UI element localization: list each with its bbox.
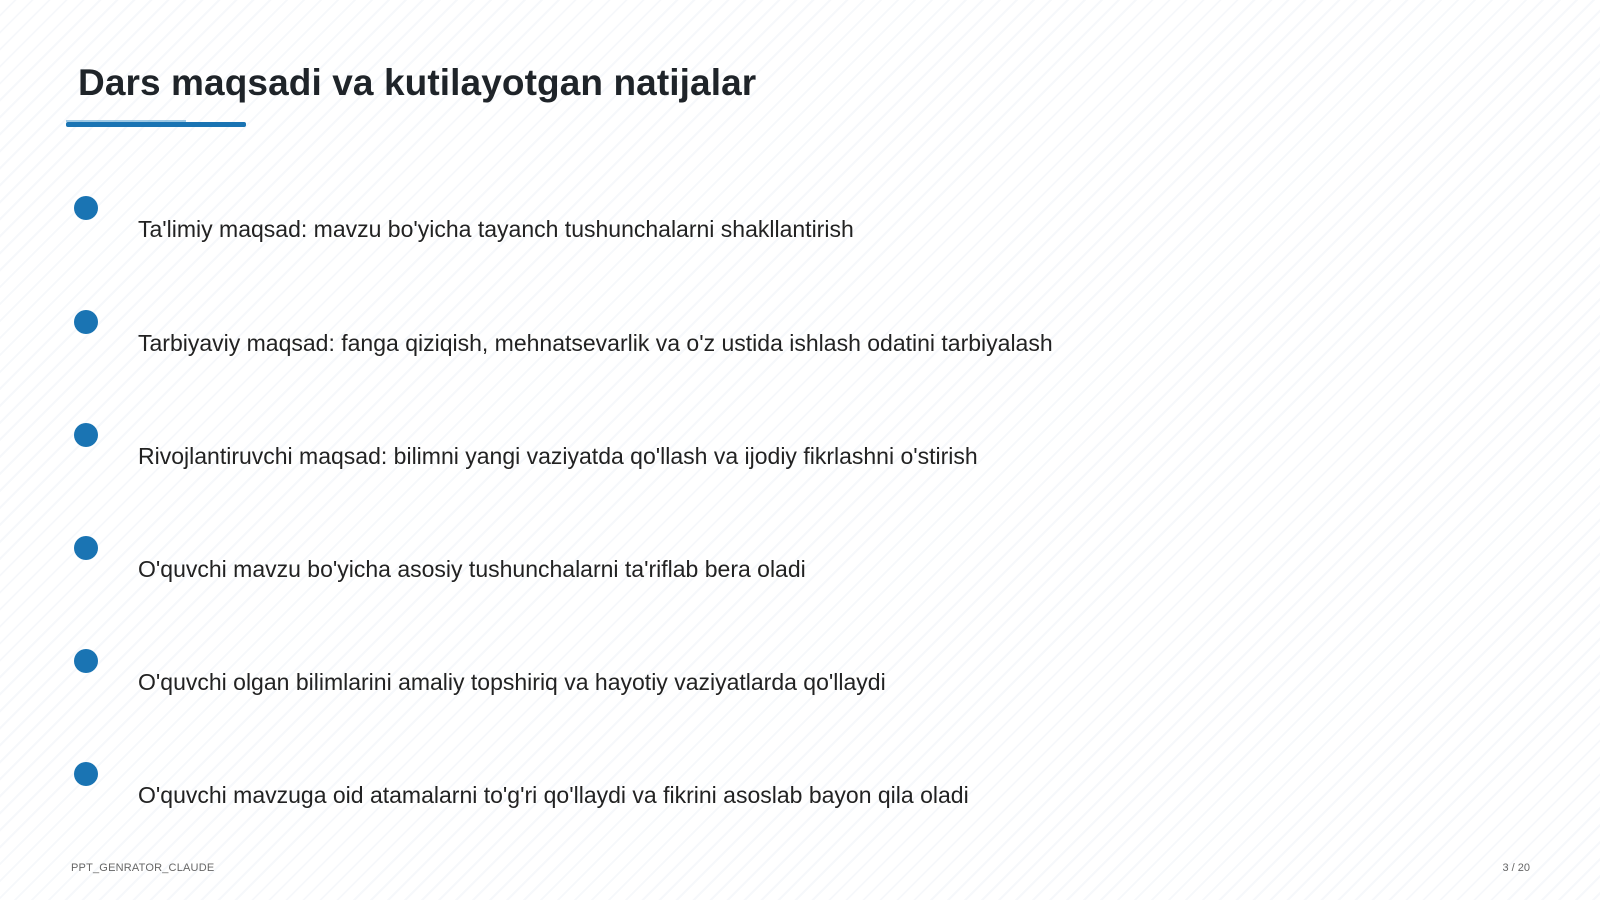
bullet-dot-icon <box>74 649 98 673</box>
bullet-dot-icon <box>74 423 98 447</box>
bullet-text: O'quvchi mavzuga oid atamalarni to'g'ri qo'llaydi va fikrini asoslab bayon qila oladi <box>138 782 969 808</box>
bullet-text: Rivojlantiruvchi maqsad: bilimni yangi vaziyatda qo'llash va ijodiy fikrlashni o'stirish <box>138 443 978 469</box>
bullet-item <box>0 649 1600 709</box>
bullet-dot-icon <box>74 196 98 220</box>
bullet-dot-icon <box>74 310 98 334</box>
bullet-text: Ta'limiy maqsad: mavzu bo'yicha tayanch tushunchalarni shakllantirish <box>138 216 854 242</box>
bullet-item <box>0 196 1600 256</box>
page-number: 3 / 20 <box>1502 862 1530 874</box>
bullet-text: O'quvchi olgan bilimlarini amaliy topshiriq va hayotiy vaziyatlarda qo'llaydi <box>138 669 886 695</box>
footer-source: PPT_GENRATOR_CLAUDE <box>71 862 215 874</box>
bullet-item <box>0 536 1600 596</box>
bullet-item <box>0 310 1600 370</box>
bullet-item <box>0 423 1600 483</box>
slide-title: Dars maqsadi va kutilayotgan natijalar <box>78 62 757 103</box>
bullet-dot-icon <box>74 762 98 786</box>
bullet-dot-icon <box>74 536 98 560</box>
bullet-text: O'quvchi mavzu bo'yicha asosiy tushunchalarni ta'riflab bera oladi <box>138 556 806 582</box>
bullet-text: Tarbiyaviy maqsad: fanga qiziqish, mehnatsevarlik va o'z ustida ishlash odatini tarbiyalash <box>138 330 1053 356</box>
bullet-item <box>0 762 1600 822</box>
